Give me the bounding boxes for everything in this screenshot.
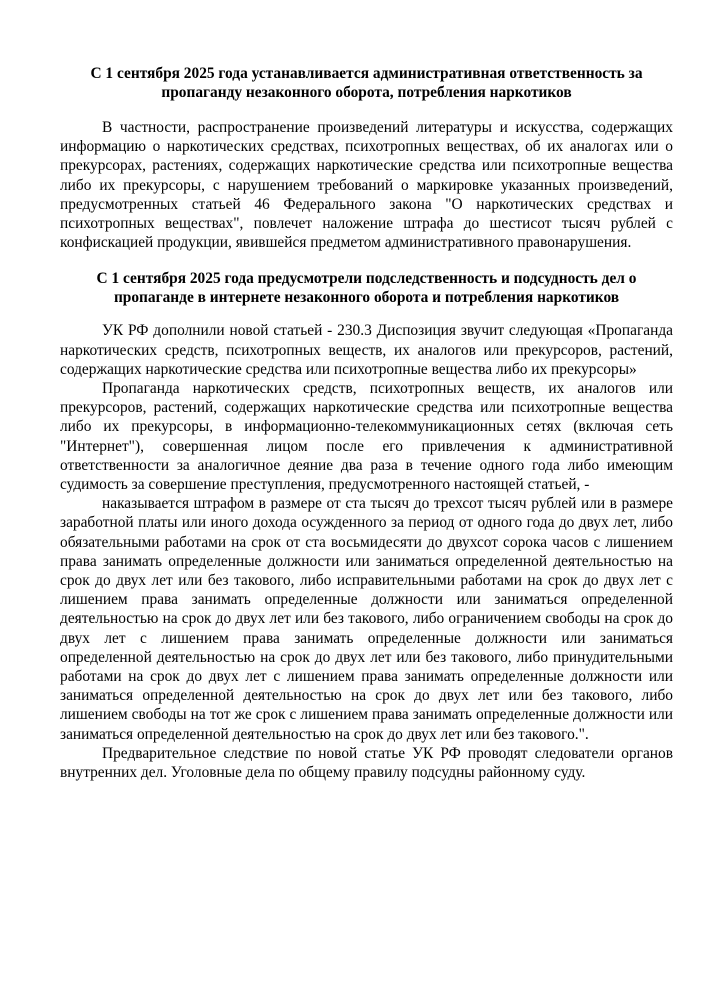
section-2-paragraph-3: наказывается штрафом в размере от ста тысяч до трехсот тысяч рублей или в размере заработной платы или иного дохода осужденного за период от одного года до двух лет, либо обязательными работами на срок от ста восьмидесяти до двухсот сорока часов с лишением права занимать определенные должности или заниматься определенной деятельностью на срок до двух лет или без такового, либо исправительными работами на срок до двух лет с лишением права занимать определенные должности или заниматься определенной деятельностью на срок до двух лет или без такового, либо ограничением свободы на срок до двух лет с лишением права занимать определенные должности или заниматься определенной деятельностью на срок до двух лет или без такового, либо принудительными работами на срок до двух лет с лишением права занимать определенные должности или заниматься определенной деятельностью на срок до двух лет или без такового, либо лишением свободы на тот же срок с лишением права занимать определенные должности или заниматься определенной деятельностью на срок до двух лет или без такового.". bbox=[60, 495, 673, 743]
section-2-paragraph-2: Пропаганда наркотических средств, психотропных веществ, их аналогов или прекурсоров, растений, содержащих наркотические средства или психотропные вещества либо их прекурсоры, в информационно-телекоммуникационных сетях (включая сеть "Интернет"), совершенная лицом после его привлечения к административной ответственности за аналогичное деяние два раза в течение одного года либо имеющим судимость за совершение преступления, предусмотренного настоящей статьей, - bbox=[60, 380, 673, 494]
section-2-title bbox=[60, 269, 673, 307]
section-2-paragraph-4: Предварительное следствие по новой статье УК РФ проводят следователи органов внутренних дел. Уголовные дела по общему правилу подсудны районному суду. bbox=[60, 744, 673, 782]
section-2 bbox=[60, 269, 673, 782]
section-2-title-line-2: пропаганде в интернете незаконного оборота и потребления наркотиков bbox=[113, 289, 620, 307]
section-1-title-line-1: С 1 сентября 2025 года устанавливается административная ответственность за bbox=[90, 65, 643, 82]
document-page bbox=[60, 64, 673, 782]
section-1-title-line-2: пропаганду незаконного оборота, потребления наркотиков bbox=[161, 84, 572, 101]
section-1 bbox=[60, 64, 673, 252]
section-1-paragraph-1: В частности, распространение произведений литературы и искусства, содержащих информацию о наркотических средствах, психотропных веществах, об их аналогах или о прекурсорах, растениях, содержащих наркотические средства или психотропные вещества либо их прекурсоры, с нарушением требований о маркировке указанных произведений, предусмотренных статьей 46 Федерального закона "О наркотических средствах и психотропных веществах", повлечет наложение штрафа до шестисот тысяч рублей с конфискацией продукции, явившейся предметом административного правонарушения. bbox=[60, 119, 673, 252]
section-1-title bbox=[60, 64, 673, 102]
section-2-title-line-1: С 1 сентября 2025 года предусмотрели подследственность и подсудность дел о bbox=[96, 270, 637, 288]
section-2-paragraph-1: УК РФ дополнили новой статьей - 230.3 Диспозиция звучит следующая «Пропаганда наркотических средств, психотропных веществ, их аналогов или прекурсоров, растений, содержащих наркотические средства или психотропные вещества либо их прекурсоры» bbox=[60, 322, 673, 378]
